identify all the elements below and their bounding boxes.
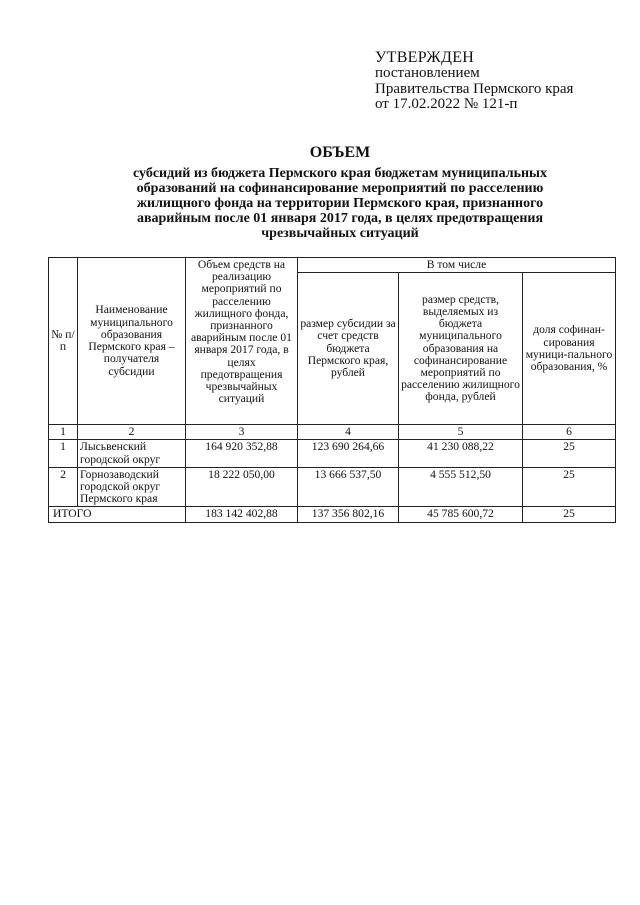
row-regional: 123 690 264,66: [298, 440, 399, 467]
subsidy-volume-table: [48, 257, 616, 523]
total-row: [49, 507, 616, 522]
header-num: № п/п: [49, 258, 78, 425]
approval-authority: Правительства Пермского края: [375, 80, 574, 97]
subtitle-line: образований на софинансирование мероприятий по расселению: [136, 181, 544, 196]
row-name: Лысьвенский городской округ: [78, 440, 186, 467]
subtitle-line: чрезвычайных ситуаций: [261, 226, 419, 241]
row-volume: 164 920 352,88: [186, 440, 298, 467]
document-title: ОБЪЕМ: [309, 144, 371, 161]
row-num: 1: [49, 440, 78, 467]
row-name: Горнозаводский городской округ Пермского края: [78, 467, 186, 507]
header-name: Наименование муниципального образования Пермского края – получателя субсидии: [78, 258, 186, 425]
row-share: 25: [523, 467, 616, 507]
row-municipal: 41 230 088,22: [399, 440, 523, 467]
row-num: 2: [49, 467, 78, 507]
row-volume: 18 222 050,00: [186, 467, 298, 507]
subtitle-line: субсидий из бюджета Пермского края бюджетам муниципальных: [133, 166, 547, 181]
col-number: 4: [298, 425, 399, 440]
approval-date-number: от 17.02.2022 № 121-п: [375, 95, 518, 112]
row-regional: 13 666 537,50: [298, 467, 399, 507]
column-number-row: [49, 425, 616, 440]
approval-type: постановлением: [375, 65, 480, 82]
total-share: 25: [523, 507, 616, 522]
total-volume: 183 142 402,88: [186, 507, 298, 522]
col-number: 5: [399, 425, 523, 440]
total-municipal: 45 785 600,72: [399, 507, 523, 522]
approval-stamp: [375, 50, 573, 112]
approval-status: УТВЕРЖДЕН: [375, 49, 475, 66]
col-number: 2: [78, 425, 186, 440]
header-municipal: размер средств, выделяемых из бюджета муниципального образования на софинансирование мероприятий по расселению жилищного фонда, рублей: [399, 273, 523, 425]
header-including: В том числе: [298, 258, 616, 273]
col-number: 1: [49, 425, 78, 440]
col-number: 6: [523, 425, 616, 440]
document-subtitle: [100, 166, 580, 241]
table-row: [49, 440, 616, 467]
total-regional: 137 356 802,16: [298, 507, 399, 522]
total-label: ИТОГО: [49, 507, 186, 522]
subtitle-line: аварийным после 01 января 2017 года, в целях предотвращения: [136, 211, 544, 226]
table-row: [49, 467, 616, 507]
subtitle-line: жилищного фонда на территории Пермского края, признанного: [136, 196, 544, 211]
table-header-row: [49, 258, 616, 273]
header-regional: размер субсидии за счет средств бюджета Пермского края, рублей: [298, 273, 399, 425]
row-share: 25: [523, 440, 616, 467]
row-municipal: 4 555 512,50: [399, 467, 523, 507]
header-volume: Объем средств на реализацию мероприятий по расселению жилищного фонда, признанного аварийным после 01 января 2017 года, в целях предотвращения чрезвычайных ситуаций: [186, 258, 298, 425]
header-share: доля софинан-сирования муници-пального образования, %: [523, 273, 616, 425]
col-number: 3: [186, 425, 298, 440]
